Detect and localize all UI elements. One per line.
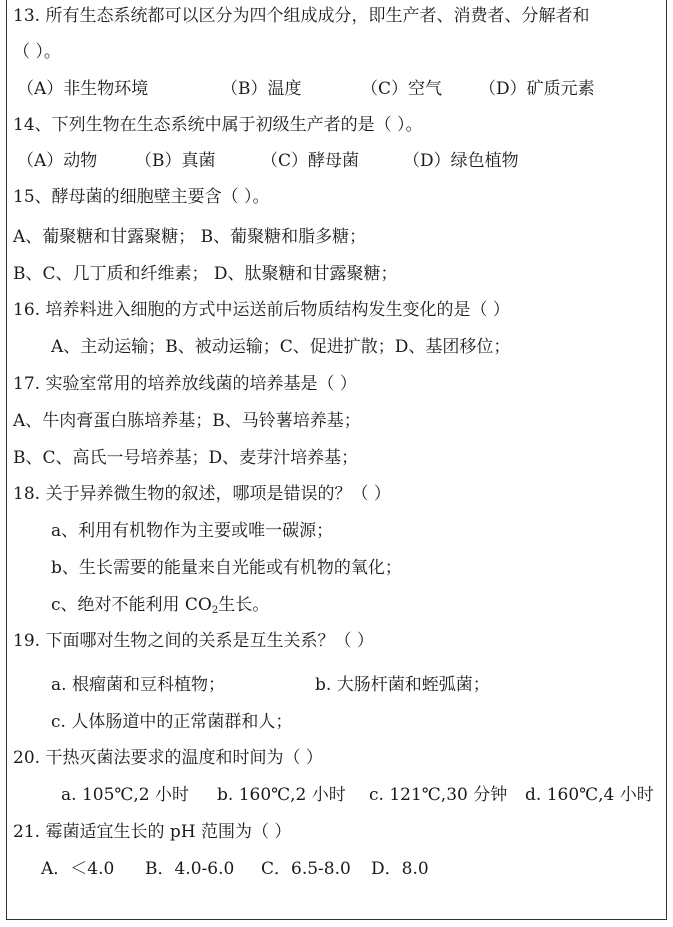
q13-option-b: （B）温度 — [221, 79, 302, 99]
q20-option-c: c. 121℃,30 分钟 — [369, 785, 508, 805]
q18-option-a: a、利用有机物作为主要或唯一碳源； — [51, 521, 334, 541]
q17-stem: 17. 实验室常用的培养放线菌的培养基是（ ） — [13, 374, 357, 394]
q20-option-a: a. 105℃,2 小时 — [61, 785, 190, 805]
q19-option-b: b. 大肠杆菌和蛭弧菌； — [315, 675, 490, 695]
q14-option-c: （C）酵母菌 — [261, 151, 360, 171]
q15-stem: 15、酵母菌的细胞壁主要含（ ）。 — [13, 187, 270, 207]
q18-option-b: b、生长需要的能量来自光能或有机物的氧化； — [51, 558, 402, 578]
q18-option-c-sub: 2 — [211, 605, 219, 616]
q14-option-b: （B）真菌 — [135, 151, 216, 171]
q21-option-d: D．8.0 — [371, 859, 429, 879]
exam-page — [6, 0, 667, 920]
q18-stem: 18. 关于异养微生物的叙述，哪项是错误的？（ ） — [13, 484, 391, 504]
q19-option-a: a. 根瘤菌和豆科植物； — [51, 675, 225, 695]
q18-option-c — [51, 593, 269, 617]
q19-option-c: c. 人体肠道中的正常菌群和人； — [51, 712, 293, 732]
q14-option-d: （D）绿色植物 — [403, 151, 519, 171]
q18-option-c-prefix: c、绝对不能利用 CO — [51, 595, 212, 615]
q13-stem: 13. 所有生态系统都可以区分为四个组成成分，即生产者、消费者、分解者和 — [13, 6, 590, 26]
q15-option-line-1: A、葡聚糖和甘露聚糖； B、葡聚糖和脂多糖； — [13, 227, 367, 247]
q16-stem: 16. 培养料进入细胞的方式中运送前后物质结构发生变化的是（ ） — [13, 300, 510, 320]
q18-option-c-suffix: 生长。 — [218, 595, 270, 615]
q19-stem: 19. 下面哪对生物之间的关系是互生关系？（ ） — [13, 631, 374, 651]
q13-option-c: （C）空气 — [361, 79, 443, 99]
q21-option-b: B．4.0-6.0 — [145, 859, 235, 879]
q21-option-c: C．6.5-8.0 — [261, 859, 351, 879]
q20-option-b: b. 160℃,2 小时 — [217, 785, 346, 805]
q21-option-a: A．＜4.0 — [41, 859, 115, 879]
q17-option-line-2: B、C、高氏一号培养基；D、麦芽汁培养基； — [13, 448, 359, 468]
q14-stem: 14、下列生物在生态系统中属于初级生产者的是（ ）。 — [13, 115, 423, 135]
q20-stem: 20. 干热灭菌法要求的温度和时间为（ ） — [13, 748, 323, 768]
q20-option-d: d. 160℃,4 小时 — [525, 785, 654, 805]
q16-options: A、主动运输；B、被动运输；C、促进扩散；D、基团移位； — [51, 337, 511, 357]
q21-stem: 21. 霉菌适宜生长的 pH 范围为（ ） — [13, 822, 292, 842]
q14-option-a: （A）动物 — [17, 151, 98, 171]
q13-option-d: （D）矿质元素 — [479, 79, 595, 99]
q15-option-line-2: B、C、几丁质和纤维素； D、肽聚糖和甘露聚糖； — [13, 264, 398, 284]
q13-blank: （ ）。 — [13, 42, 61, 62]
q17-option-line-1: A、牛肉膏蛋白胨培养基；B、马铃薯培养基； — [13, 411, 361, 431]
q13-option-a: （A）非生物环境 — [17, 79, 149, 99]
